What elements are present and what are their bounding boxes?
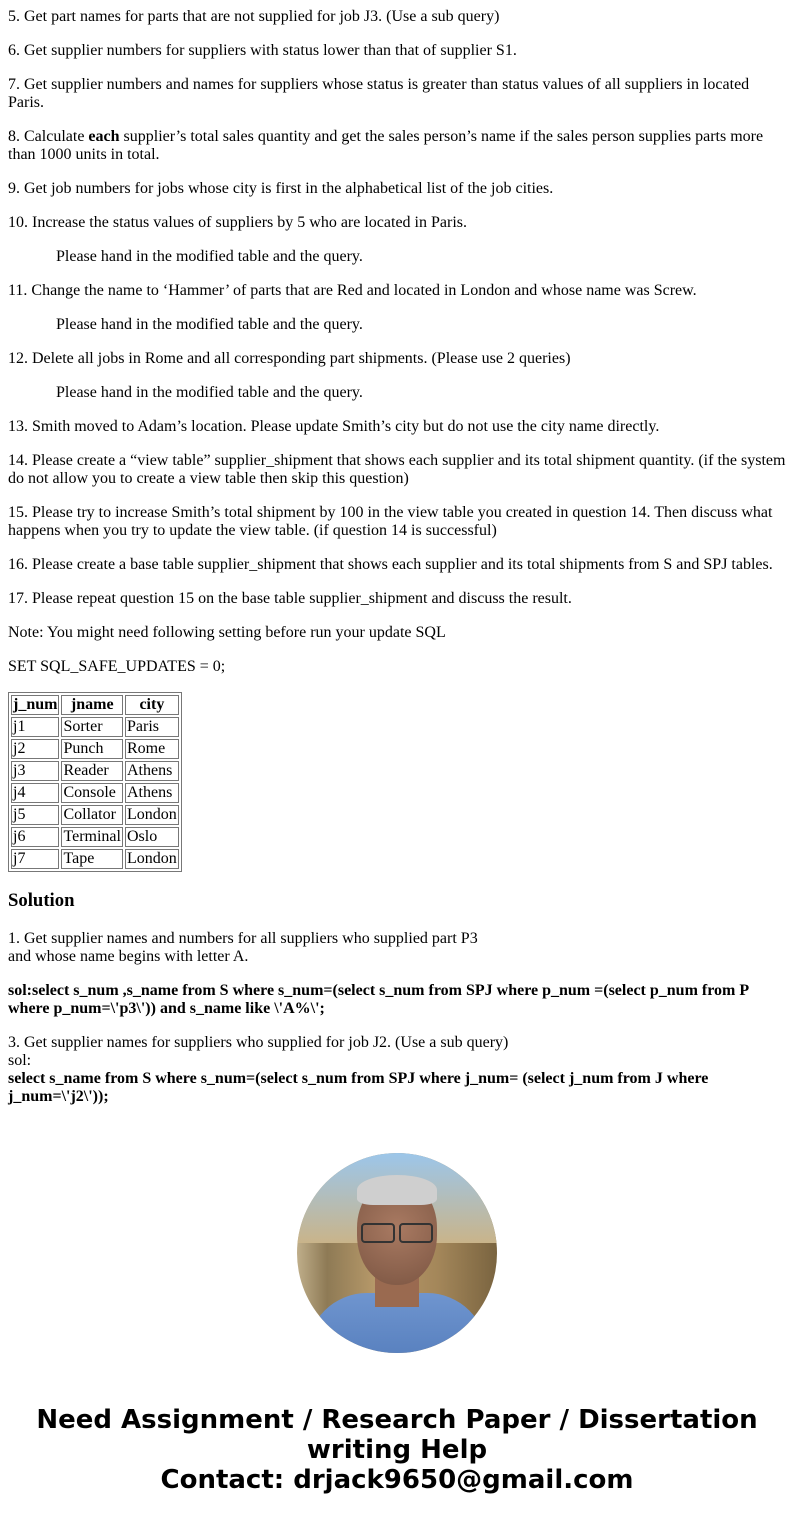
question-11: 11. Change the name to ‘Hammer’ of parts that are Red and located in London and whose name was Screw. — [8, 282, 697, 299]
table-cell: Athens — [125, 761, 179, 781]
jobs-table — [8, 692, 182, 872]
table-cell: Punch — [61, 739, 123, 759]
table-cell: j3 — [11, 761, 59, 781]
table-cell: j1 — [11, 717, 59, 737]
table-row — [11, 849, 179, 869]
question-8-text-rest: supplier’s total sales quantity and get the sales person’s name if the sales person supplies parts more than 1000 units in total. — [8, 128, 764, 163]
question-8 — [8, 128, 786, 164]
column-header: city — [125, 695, 179, 715]
column-header: j_num — [13, 696, 58, 713]
note: Note: You might need following setting before run your update SQL — [8, 624, 446, 641]
solution-q1-sql-text: sol:select s_num ,s_name from S where s_num=(select s_num from SPJ where p_num =(select p_num from P where p_num=\'p3\')) and s_name like \'A%\'; — [8, 982, 749, 1017]
sql-setting: SET SQL_SAFE_UPDATES = 0; — [8, 658, 226, 675]
hand-in-note: Please hand in the modified table and the query. — [56, 248, 363, 265]
hand-in-note: Please hand in the modified table and the query. — [56, 384, 363, 401]
solution-q3 — [8, 1034, 786, 1106]
table-row — [11, 739, 179, 759]
question-13: 13. Smith moved to Adam’s location. Please update Smith’s city but do not use the city name directly. — [8, 418, 660, 435]
question-12: 12. Delete all jobs in Rome and all corresponding part shipments. (Please use 2 queries) — [8, 350, 571, 367]
table-cell: j4 — [11, 783, 59, 803]
table-cell: Rome — [125, 739, 179, 759]
question-15: 15. Please try to increase Smith’s total shipment by 100 in the view table you created in question 14. Then discuss what happens when you try to update the view table. (if question 14 is successful) — [8, 504, 773, 539]
table-row — [11, 827, 179, 847]
promo-line: Need Assignment / Research Paper / Dissertation writing Help — [36, 1405, 758, 1465]
table-cell: j2 — [11, 739, 59, 759]
table-cell: Reader — [61, 761, 123, 781]
table-cell: Tape — [61, 849, 123, 869]
table-row — [11, 761, 179, 781]
question-9: 9. Get job numbers for jobs whose city is first in the alphabetical list of the job cities. — [8, 180, 554, 197]
question-7: 7. Get supplier numbers and names for suppliers whose status is greater than status values of all suppliers in located Paris. — [8, 76, 750, 111]
column-header: jname — [61, 695, 123, 715]
author-photo — [297, 1153, 497, 1353]
solution-heading: Solution — [8, 890, 75, 911]
table-row — [11, 805, 179, 825]
hand-in-note: Please hand in the modified table and the query. — [56, 316, 363, 333]
question-6: 6. Get supplier numbers for suppliers with status lower than that of supplier S1. — [8, 42, 517, 59]
solution-q1-sql — [8, 982, 786, 1018]
table-cell: Console — [61, 783, 123, 803]
table-row — [11, 717, 179, 737]
question-8-text: 8. Calculate — [8, 128, 89, 145]
table-cell: Terminal — [63, 828, 121, 845]
question-14: 14. Please create a “view table” supplier_shipment that shows each supplier and its total shipment quantity. (if the system do not allow you to create a view table then skip this question) — [8, 452, 786, 487]
solution-q1-line1: 1. Get supplier names and numbers for all suppliers who supplied part P3 — [8, 930, 478, 947]
solution-q3-sql-text: select s_name from S where s_num=(select s_num from SPJ where j_num= (select j_num from J where j_num=\'j2\')); — [8, 1070, 709, 1105]
table-cell: Athens — [125, 783, 179, 803]
table-cell: Paris — [125, 717, 179, 737]
question-16: 16. Please create a base table supplier_shipment that shows each supplier and its total shipments from S and SPJ tables. — [8, 556, 773, 573]
table-cell: j5 — [11, 805, 59, 825]
table-cell: London — [126, 850, 177, 867]
table-row — [11, 783, 179, 803]
solution-q3-text: 3. Get supplier names for suppliers who supplied for job J2. (Use a sub query) — [8, 1034, 509, 1051]
table-header-row — [11, 695, 179, 715]
promo-footer — [0, 1405, 794, 1495]
table-cell: j7 — [11, 849, 59, 869]
solution-q1 — [8, 930, 786, 966]
solution-q1-line2: and whose name begins with letter A. — [8, 948, 249, 965]
question-5: 5. Get part names for parts that are not supplied for job J3. (Use a sub query) — [8, 8, 500, 25]
solution-q3-label: sol: — [8, 1052, 32, 1069]
table-cell: London — [126, 806, 177, 823]
table-cell: j6 — [11, 827, 59, 847]
contact-line: Contact: drjack9650@gmail.com — [160, 1465, 634, 1495]
table-cell: Oslo — [125, 827, 179, 847]
question-10: 10. Increase the status values of suppliers by 5 who are located in Paris. — [8, 214, 467, 231]
table-cell: Collator — [61, 805, 123, 825]
table-cell: Sorter — [61, 717, 123, 737]
question-8-emphasis: each — [88, 128, 120, 145]
question-17: 17. Please repeat question 15 on the base table supplier_shipment and discuss the result. — [8, 590, 572, 607]
